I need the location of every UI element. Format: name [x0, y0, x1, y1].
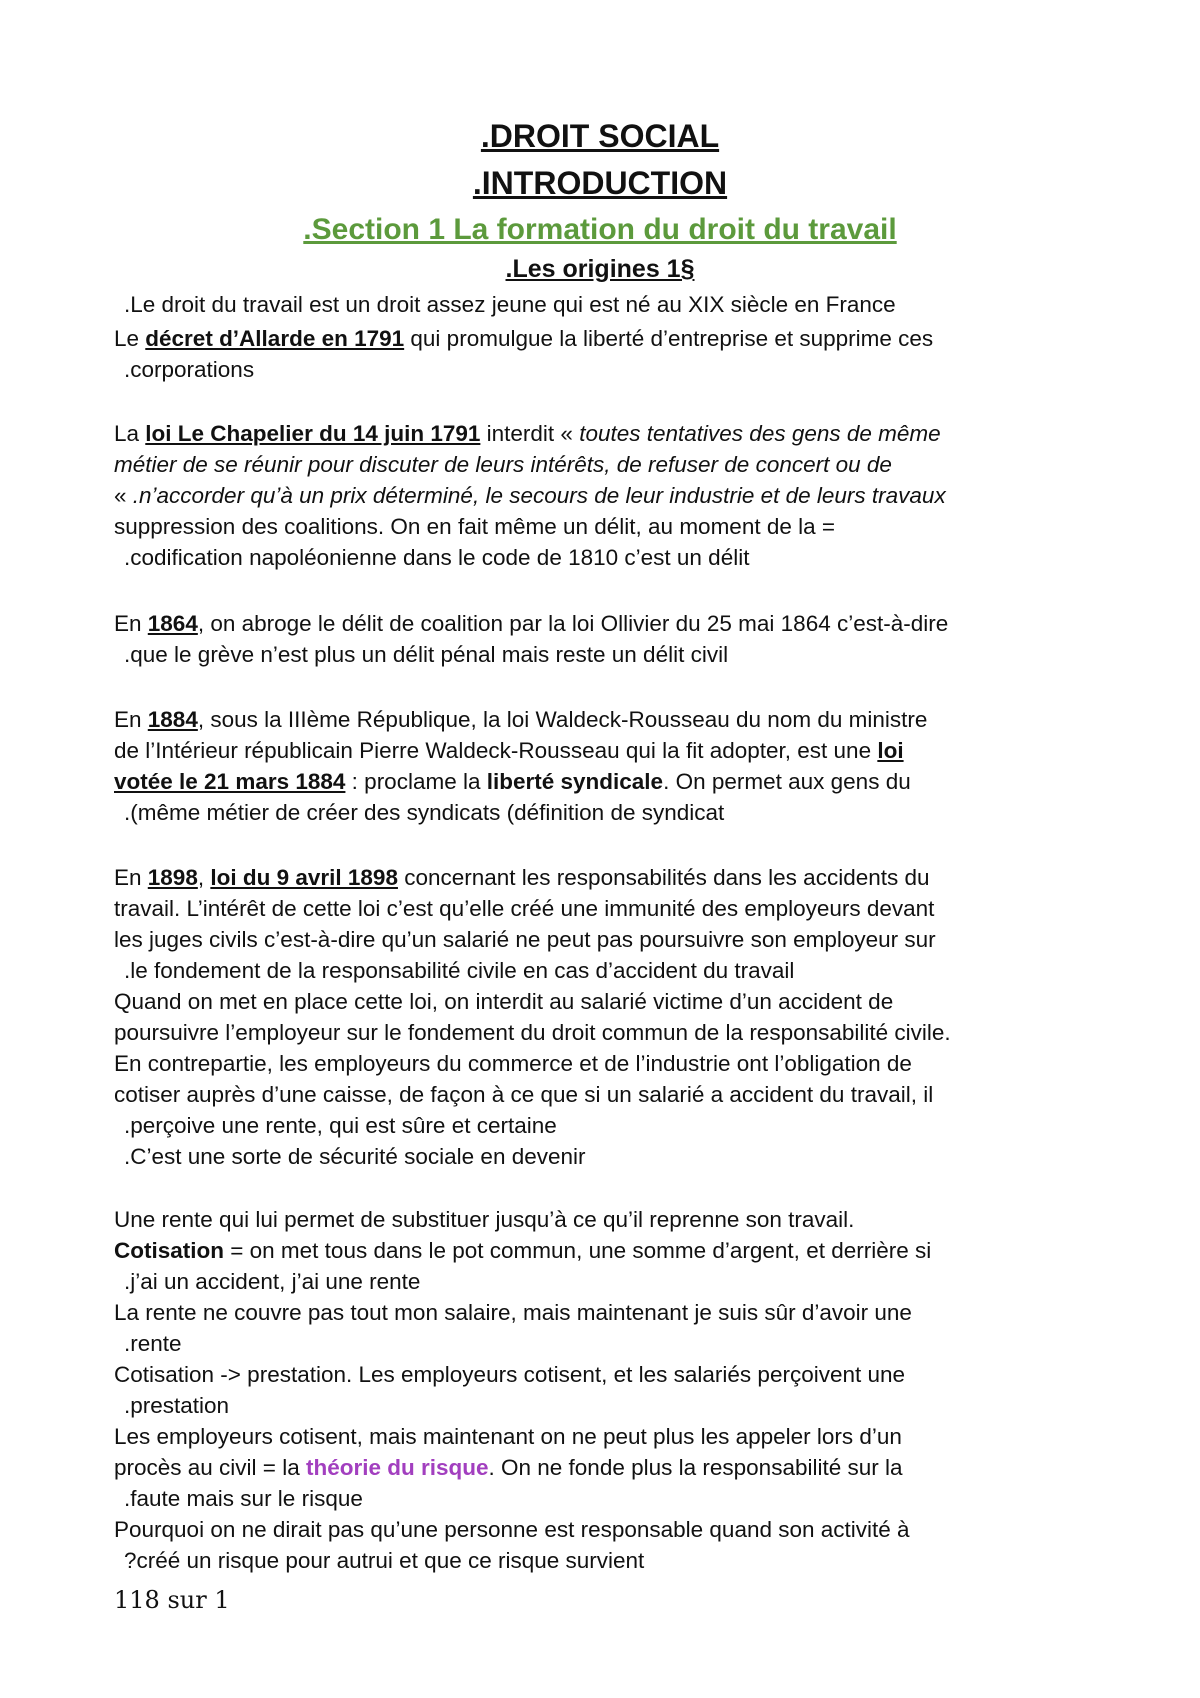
quote-text: métier de se réunir pour discuter de leurs intérêts, de refuser de concert ou de — [114, 452, 892, 477]
emphasis-text: 1884 — [147, 707, 198, 732]
highlighted-term: théorie du risque — [305, 1455, 489, 1480]
paragraph-line — [124, 1546, 644, 1576]
paragraph-line — [124, 798, 724, 828]
text-run: En — [114, 707, 148, 732]
paragraph-line — [114, 1453, 903, 1483]
paragraph-line — [124, 1329, 182, 1359]
paragraph-line — [114, 324, 933, 354]
quote-text: .n’accorder qu’à un prix déterminé, le secours de leur industrie et de leurs travaux — [132, 483, 946, 508]
paragraph-line — [124, 355, 254, 385]
text-run: , on abroge le délit de coalition par la loi Ollivier du 25 mai 1864 c’est-à-dire — [197, 611, 949, 636]
text-run: , — [197, 865, 211, 890]
text-run: les juges civils c’est-à-dire qu’un salarié ne peut pas poursuivre son employeur sur — [114, 927, 936, 952]
text-run: .perçoive une rente, qui est sûre et certaine — [124, 1113, 557, 1138]
text-run: En — [114, 611, 148, 636]
paragraph-line — [114, 1422, 902, 1452]
paragraph-line — [114, 450, 892, 480]
paragraph-line — [124, 543, 749, 573]
paragraph-line — [124, 1142, 586, 1172]
text-run: .(même métier de créer des syndicats (définition de syndicat — [124, 800, 725, 825]
paragraph-line — [114, 767, 911, 797]
text-run: interdit « — [480, 421, 580, 446]
emphasis-text: 1864 — [147, 611, 198, 636]
paragraph-line — [124, 1111, 557, 1141]
text-run: qui promulgue la liberté d’entreprise et supprime ces — [404, 326, 934, 351]
text-run: travail. L’intérêt de cette loi c’est qu’elle créé une immunité des employeurs devant — [114, 896, 935, 921]
text-run: , sous la IIIème République, la loi Waldeck-Rousseau du nom du ministre — [197, 707, 928, 732]
paragraph-line — [124, 956, 794, 986]
text-run: En — [114, 865, 148, 890]
text-run: .prestation — [124, 1393, 230, 1418]
text-run: « — [114, 483, 133, 508]
paragraph-line — [124, 640, 728, 670]
paragraph-line — [114, 863, 930, 893]
paragraph-line — [124, 1484, 363, 1514]
text-run: de l’Intérieur républicain Pierre Waldeck-Rousseau qui la fit adopter, est une — [114, 738, 878, 763]
paragraph-line — [114, 1298, 912, 1328]
emphasis-text: 1898 — [147, 865, 198, 890]
text-run: .Le droit du travail est un droit assez jeune qui est né au XIX siècle en France — [124, 292, 896, 317]
paragraph-line — [114, 1205, 854, 1235]
paragraph-line — [114, 1515, 910, 1545]
text-run: En contrepartie, les employeurs du commerce et de l’industrie ont l’obligation de — [114, 1051, 912, 1076]
paragraph-line — [114, 1049, 912, 1079]
text-run: poursuivre l’employeur sur le fondement du droit commun de la responsabilité civile. — [114, 1020, 951, 1045]
text-run: concernant les responsabilités dans les accidents du — [397, 865, 930, 890]
paragraph-line — [114, 1018, 951, 1048]
text-run: Pourquoi on ne dirait pas qu’une personne est responsable quand son activité à — [114, 1517, 910, 1542]
text-run: .faute mais sur le risque — [124, 1486, 363, 1511]
text-run: .le fondement de la responsabilité civile en cas d’accident du travail — [124, 958, 795, 983]
text-run: Les employeurs cotisent, mais maintenant on ne peut plus les appeler lors d’un — [114, 1424, 902, 1449]
text-run: procès au civil = la — [114, 1455, 306, 1480]
text-run: Cotisation -> prestation. Les employeurs cotisent, et les salariés perçoivent une — [114, 1362, 906, 1387]
paragraph-line — [114, 512, 835, 542]
text-run: La rente ne couvre pas tout mon salaire, mais maintenant je suis sûr d’avoir une — [114, 1300, 912, 1325]
paragraph-line — [114, 987, 893, 1017]
paragraph-line — [114, 705, 927, 735]
text-run: .j’ai un accident, j’ai une rente — [124, 1269, 421, 1294]
paragraph-line — [114, 1236, 931, 1266]
text-run: .codification napoléonienne dans le code de 1810 c’est un délit — [124, 545, 750, 570]
text-run: cotiser auprès d’une caisse, de façon à ce que si un salarié a accident du travail, il — [114, 1082, 934, 1107]
text-run: . On permet aux gens du — [663, 769, 911, 794]
paragraph-line — [124, 1267, 420, 1297]
paragraph-line — [124, 1391, 229, 1421]
emphasis-text: loi Le Chapelier du 14 juin 1791 — [145, 421, 481, 446]
text-run: .que le grève n’est plus un délit pénal mais reste un délit civil — [124, 642, 729, 667]
text-run: .C’est une sorte de sécurité sociale en devenir — [124, 1144, 586, 1169]
subsection-heading: .Les origines 1§ — [505, 255, 695, 283]
text-run: = on met tous dans le pot commun, une somme d’argent, et derrière si — [224, 1238, 932, 1263]
quote-text: toutes tentatives des gens de même — [579, 421, 941, 446]
text-run: ?créé un risque pour autrui et que ce risque survient — [124, 1548, 645, 1573]
text-run: . On ne fonde plus la responsabilité sur la — [488, 1455, 903, 1480]
bold-text: liberté syndicale — [486, 769, 664, 794]
paragraph-line — [114, 419, 941, 449]
bold-text: Cotisation — [114, 1238, 224, 1263]
emphasis-text: décret d’Allarde en 1791 — [145, 326, 405, 351]
paragraph-line — [114, 609, 948, 639]
text-run: : proclame la — [345, 769, 487, 794]
introduction-heading: .INTRODUCTION — [472, 165, 728, 201]
text-run: Le — [114, 326, 146, 351]
text-run: Quand on met en place cette loi, on interdit au salarié victime d’un accident de — [114, 989, 894, 1014]
section-heading: .Section 1 La formation du droit du travail — [303, 213, 897, 246]
paragraph-line — [114, 736, 904, 766]
document-title: .DROIT SOCIAL — [480, 118, 720, 154]
emphasis-text: votée le 21 mars 1884 — [114, 769, 346, 794]
paragraph-line — [114, 1080, 933, 1110]
text-run: La — [114, 421, 146, 446]
text-run: suppression des coalitions. On en fait même un délit, au moment de la = — [114, 514, 836, 539]
paragraph-line — [114, 481, 946, 511]
text-run: .corporations — [124, 357, 255, 382]
paragraph-line — [114, 894, 934, 924]
paragraph-line — [114, 925, 936, 955]
page-number: 118 sur 1 — [114, 1586, 230, 1614]
paragraph-line — [124, 290, 896, 320]
text-run: .rente — [124, 1331, 182, 1356]
emphasis-text: loi du 9 avril 1898 — [210, 865, 398, 890]
paragraph-line — [114, 1360, 905, 1390]
text-run: Une rente qui lui permet de substituer jusqu’à ce qu’il reprenne son travail. — [114, 1207, 855, 1232]
emphasis-text: loi — [877, 738, 904, 763]
